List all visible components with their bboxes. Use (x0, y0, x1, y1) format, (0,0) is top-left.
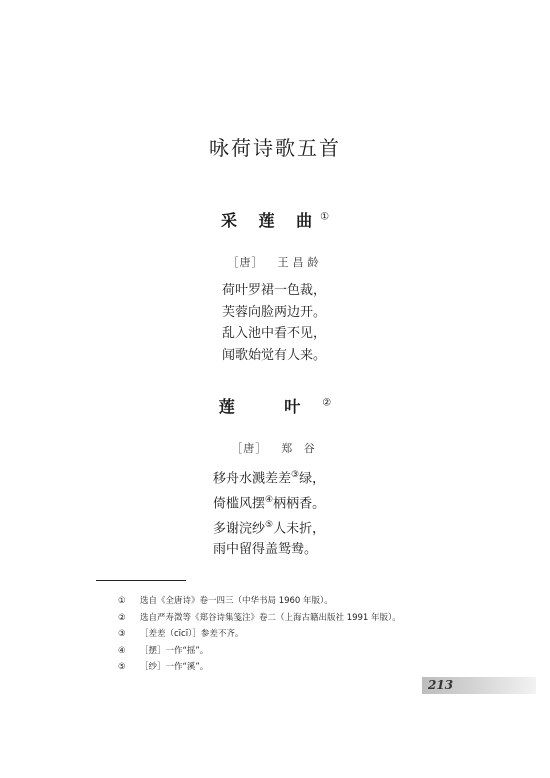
poem-author-line (0, 254, 550, 270)
poem-line: 多谢浣纱⑤人未折， (213, 519, 326, 536)
poem-dynasty: ［唐］ (227, 256, 264, 269)
poem-author: 王昌龄 (277, 256, 323, 269)
poem-dynasty: ［唐］ (231, 442, 268, 455)
poem-line: 芙蓉向脸两边开。 (222, 304, 327, 320)
footnote-mark: ② (118, 612, 126, 623)
footnote (118, 626, 401, 643)
page-number-bar (422, 677, 536, 694)
footnote-marker: ① (320, 211, 330, 223)
poem-line: 荷叶罗裙一色裁， (222, 283, 327, 298)
footnote-mark: ④ (118, 645, 126, 656)
footnote-text: ［纱］一作“溪”。 (140, 662, 209, 672)
footnote (118, 610, 401, 627)
footnote (118, 593, 401, 610)
footnote-mark: ⑤ (118, 662, 126, 672)
footnote-text: ［差差（cīcī）］参差不齐。 (140, 629, 244, 639)
poem-line: 乱入池中看不见， (222, 326, 327, 341)
poem-line: 移舟水溅差差③绿， (213, 470, 326, 487)
footnotes (118, 593, 401, 676)
footnote-marker: ④ (265, 494, 274, 505)
footnote-mark: ① (118, 596, 126, 606)
footnote-marker: ③ (291, 470, 300, 480)
footnote-divider (96, 580, 186, 581)
page-number: 213 (428, 678, 454, 692)
page-title: 咏荷诗歌五首 (209, 136, 341, 160)
poem-line: 雨中留得盖鸳鸯。 (213, 542, 318, 558)
poem-author-line (0, 440, 550, 456)
poem-body (213, 465, 325, 561)
poem-title-text: 采 莲 曲 (220, 211, 321, 230)
footnote-text: ［摆］一作“摇”。 (140, 645, 209, 656)
poem-body (222, 280, 326, 366)
footnote-marker: ② (322, 397, 332, 409)
footnote (118, 643, 401, 660)
footnote-text: 选自严寿澂等《郑谷诗集笺注》卷二（上海古籍出版社 1991 年版）。 (140, 612, 401, 623)
footnote (118, 659, 401, 676)
poem-line: 倚槛风摆④柄柄香。 (213, 494, 326, 512)
footnote-marker: ⑤ (265, 519, 274, 530)
poem-title-lianye (0, 394, 550, 417)
footnote-mark: ③ (118, 629, 126, 639)
footnote-text: 选自《全唐诗》卷一四三（中华书局 1960 年版）。 (140, 596, 333, 606)
poem-author: 郑 谷 (281, 442, 319, 455)
poem-title-cailianqu (0, 208, 550, 231)
poem-title-text: 莲 叶 (218, 397, 323, 416)
poem-line: 闻歌始觉有人来。 (222, 347, 327, 363)
